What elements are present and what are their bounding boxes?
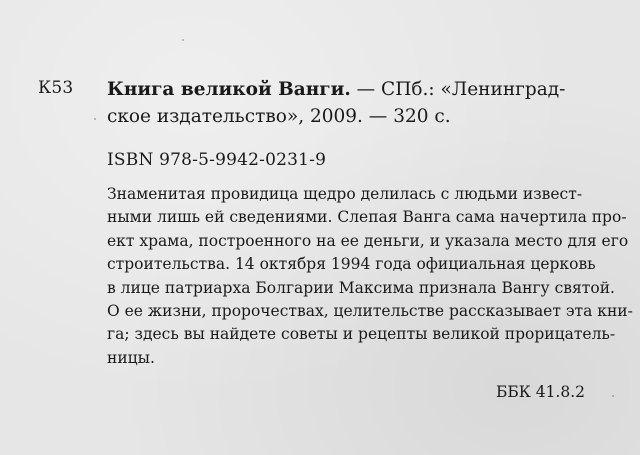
annotation-paragraph	[107, 183, 633, 370]
annotation-line: ными лишь ей сведениями. Слепая Ванга сама начертила про-	[107, 208, 627, 227]
book-title: Книга великой Ванги.	[107, 79, 351, 100]
paper-speck	[94, 118, 96, 120]
paper-speck	[182, 39, 184, 41]
annotation-line: Знаменитая провидица щедро делилась с людьми извест-	[107, 185, 583, 203]
annotation-line: ект храма, построенного на ее деньги, и указала место для его	[107, 231, 629, 250]
bbk-classification: ББК 41.8.2	[496, 383, 586, 401]
imprint-line-2: ское издательство», 2009. — 320 с.	[107, 106, 451, 127]
paper-speck	[612, 395, 614, 397]
annotation-line: О ее жизни, пророчествах, целительстве рассказывает эта кни-	[107, 302, 633, 321]
isbn-number: ISBN 978-5-9942-0231-9	[107, 150, 327, 170]
cutter-code: К53	[38, 78, 74, 98]
annotation-line: строительства. 14 октября 1994 года официальная церковь	[107, 255, 596, 274]
annotation-line: ницы.	[107, 348, 155, 367]
bibliographic-record	[107, 76, 577, 130]
annotation-line: в лице патриарха Болгарии Максима признала Вангу святой.	[107, 278, 615, 297]
annotation-line: га; здесь вы найдете советы и рецепты великой прорицатель-	[107, 325, 616, 344]
imprint-line-1: — СПб.: «Ленинград-	[350, 79, 566, 100]
